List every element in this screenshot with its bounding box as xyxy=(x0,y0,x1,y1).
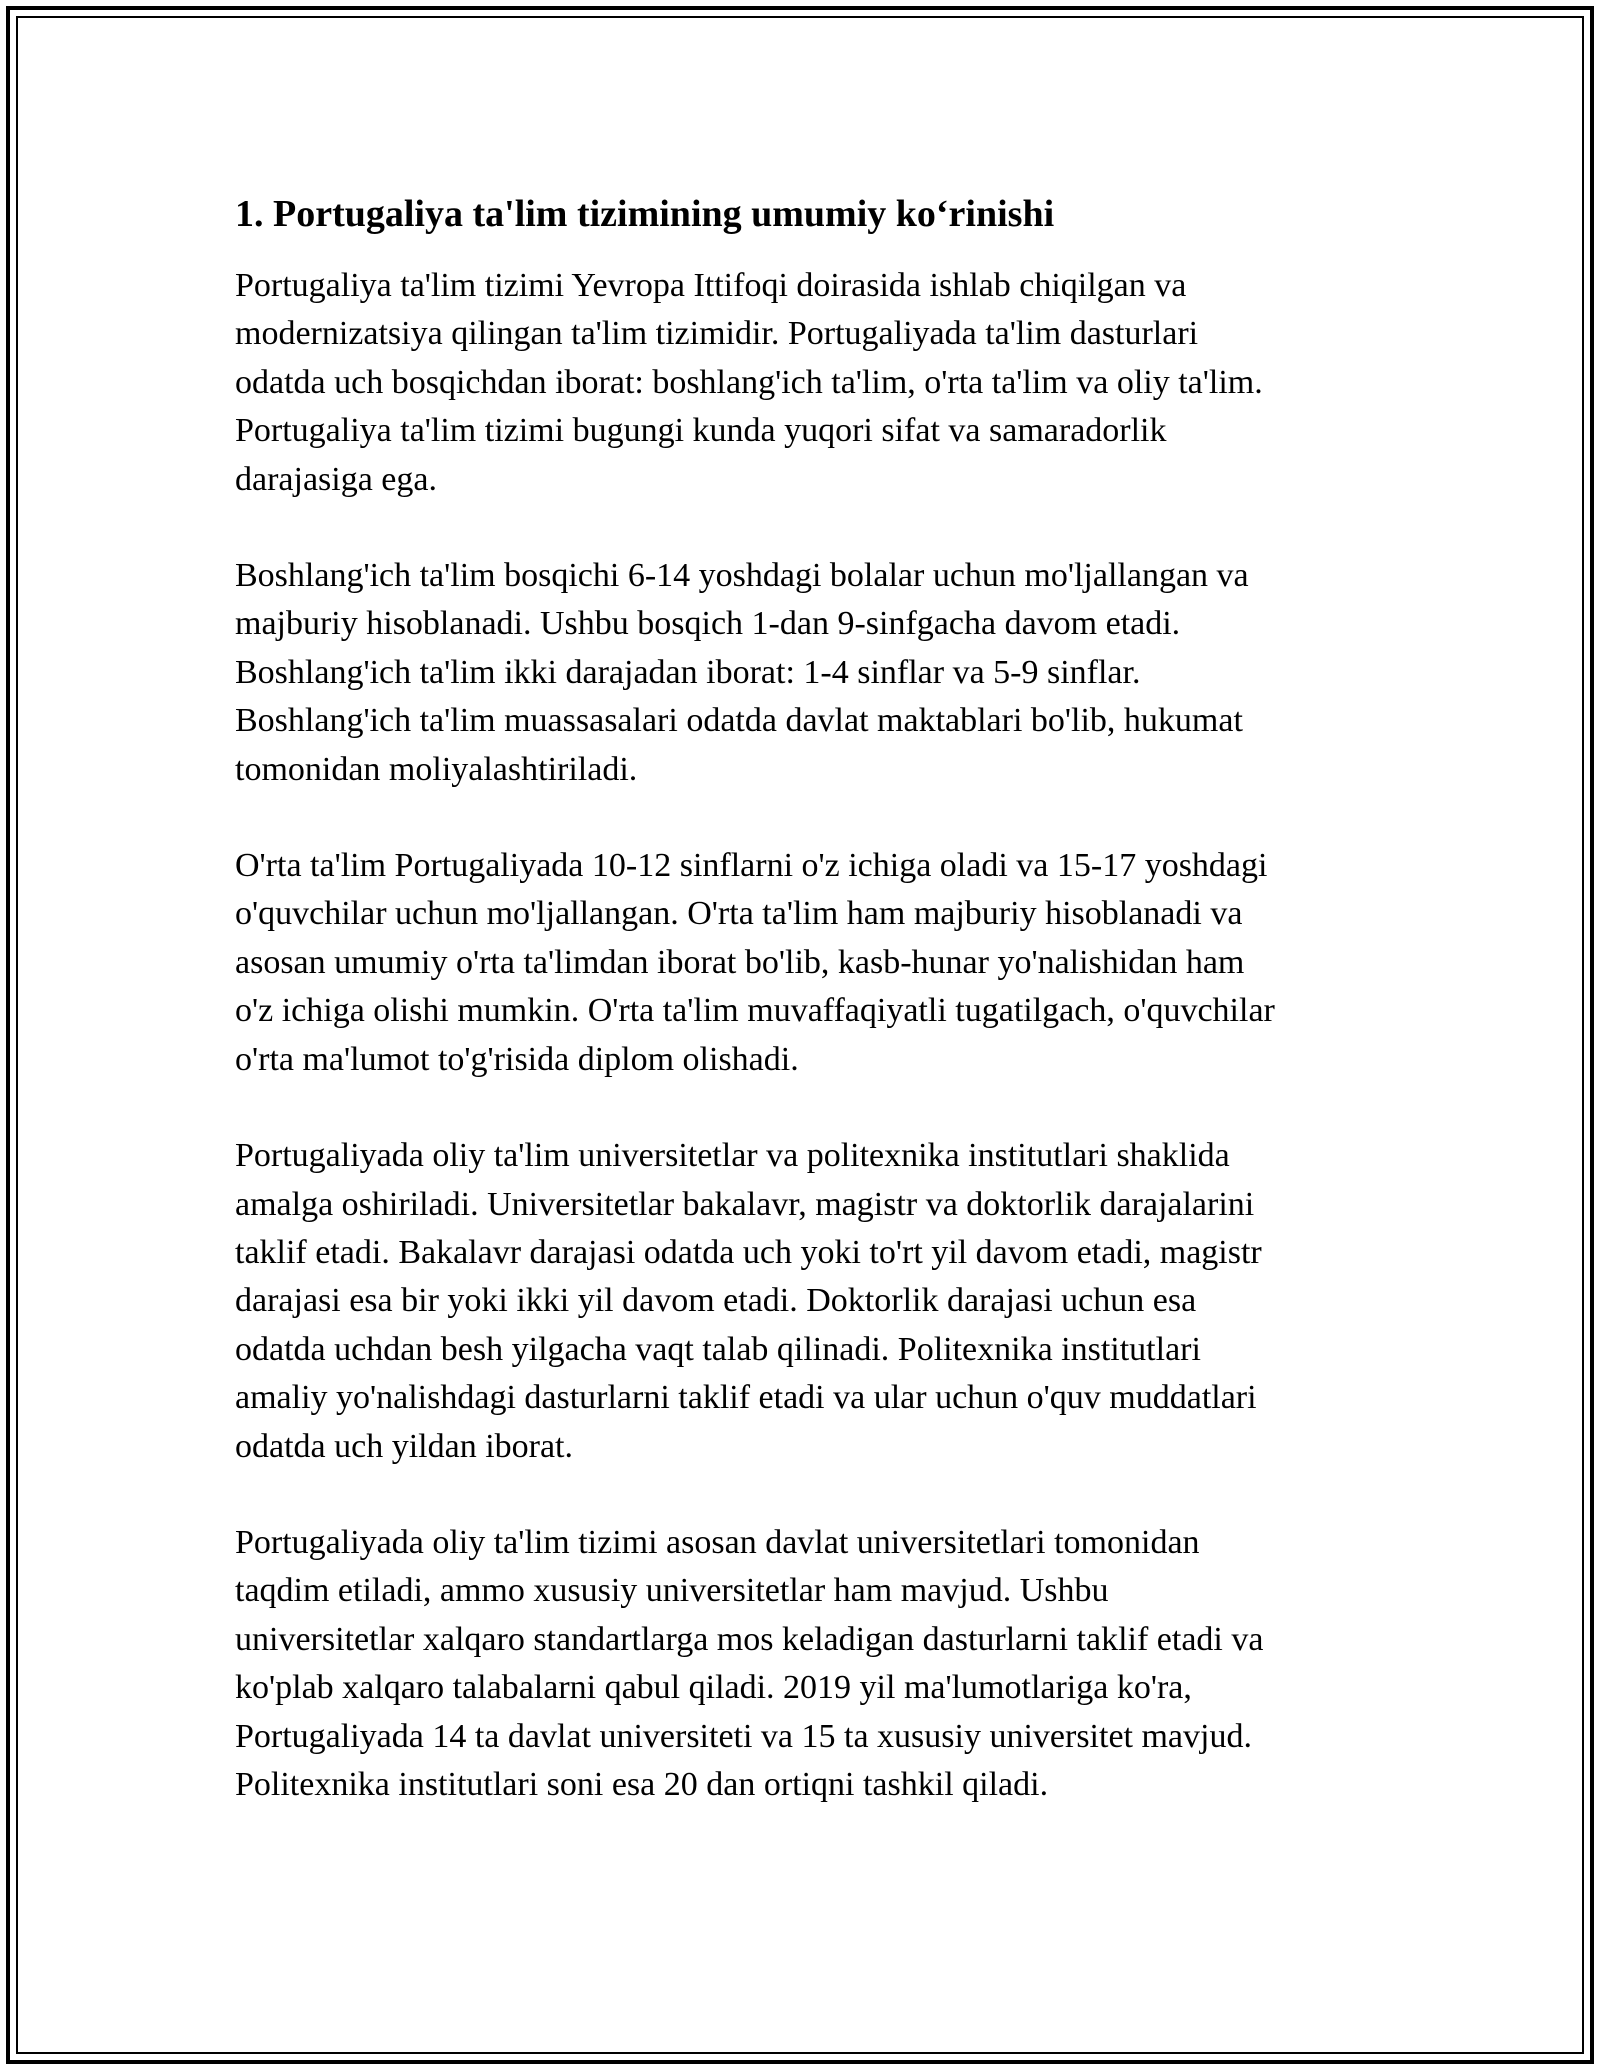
paragraph-universities: Portugaliyada oliy ta'lim tizimi asosan davlat universitetlari tomonidan taqdim etiladi, ammo xususiy universitetlar ham mavjud. Ushbu universitetlar xalqaro standartlarga mos keladigan dasturlarni taklif etadi va ko'plab xalqaro talabalarni qabul qiladi. 2019 yil ma'lumotlariga ko'ra, Portugaliyada 14 ta davlat universiteti va 15 ta xususiy universitet mavjud. Politexnika institutlari soni esa 20 dan ortiqni tashkil qiladi. xyxy=(235,1523,1264,1803)
paragraph-primary-education: Boshlang'ich ta'lim bosqichi 6-14 yoshdagi bolalar uchun mo'ljallangan va majburiy hisoblanadi. Ushbu bosqich 1-dan 9-sinfgacha davom etadi. Boshlang'ich ta'lim ikki darajadan iborat: 1-4 sinflar va 5-9 sinflar. Boshlang'ich ta'lim muassasalari odatda davlat maktablari bo'lib, hukumat tomonidan moliyalashtiriladi. xyxy=(235,557,1249,788)
section-heading: 1. Portugaliya ta'lim tizimining umumiy ko‘rinishi xyxy=(235,193,1055,235)
paragraph-higher-education: Portugaliyada oliy ta'lim universitetlar va politexnika institutlari shaklida amalga oshiriladi. Universitetlar bakalavr, magistr va doktorlik darajalarini taklif etadi. Bakalavr darajasi odatda uch yoki to'rt yil davom etadi, magistr darajasi esa bir yoki ikki yil davom etadi. Doktorlik darajasi uchun esa odatda uchdan besh yilgacha vaqt talab qilinadi. Politexnika institutlari amaliy yo'nalishdagi dasturlarni taklif etadi va ular uchun o'quv muddatlari odatda uch yildan iborat. xyxy=(235,1137,1262,1465)
paragraph-secondary-education: O'rta ta'lim Portugaliyada 10-12 sinflarni o'z ichiga oladi va 15-17 yoshdagi o'quvchilar uchun mo'ljallangan. O'rta ta'lim ham majburiy hisoblanadi va asosan umumiy o'rta ta'limdan iborat bo'lib, kasb-hunar yo'nalishidan ham o'z ichiga olishi mumkin. O'rta ta'lim muvaffaqiyatli tugatilgach, o'quvchilar o'rta ma'lumot to'g'risida diplom olishadi. xyxy=(235,847,1275,1078)
paragraph-overview: Portugaliya ta'lim tizimi Yevropa Ittifoqi doirasida ishlab chiqilgan va modernizatsiya qilingan ta'lim tizimidir. Portugaliyada ta'lim dasturlari odatda uch bosqichdan iborat: boshlang'ich ta'lim, o'rta ta'lim va oliy ta'lim. Portugaliya ta'lim tizimi bugungi kunda yuqori sifat va samaradorlik darajasiga ega. xyxy=(235,267,1263,498)
document-body xyxy=(235,186,1385,1857)
